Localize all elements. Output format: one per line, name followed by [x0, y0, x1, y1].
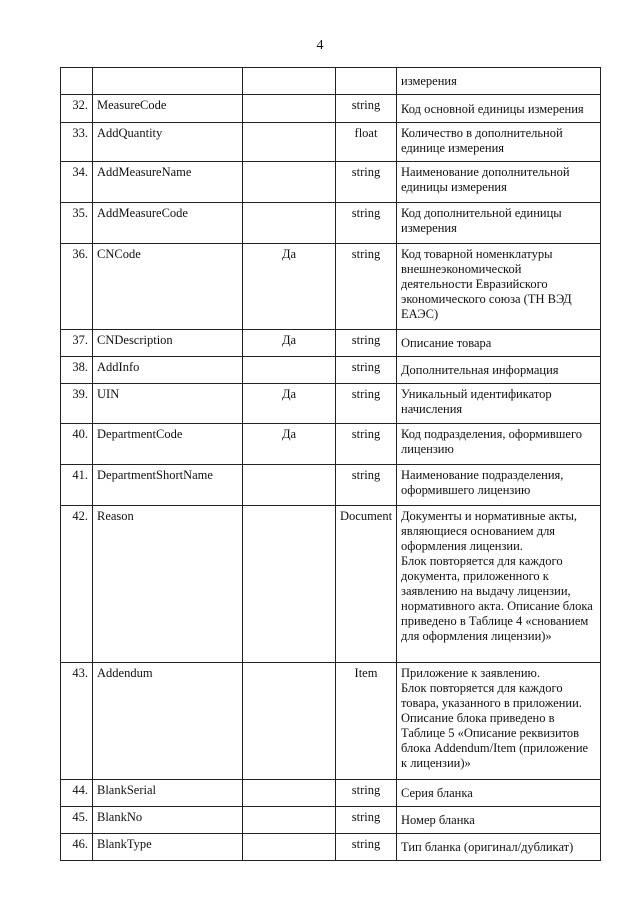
- required-flag: [243, 465, 336, 506]
- description: Код дополнительной единицы измерения: [397, 203, 601, 244]
- description: Документы и нормативные акты, являющиеся основанием для оформления лицензии. Блок повторяется для каждого документа, приложенного к заявлению на выдачу лицензии, нормативного акта. Описание блока приведено в Таблице 4 «снованием для оформления лицензии)»: [397, 506, 601, 663]
- description: Код товарной номенклатуры внешнеэкономической деятельности Евразийского экономического союза (ТН ВЭД ЕАЭС): [397, 244, 601, 330]
- description: Уникальный идентификатор начисления: [397, 384, 601, 424]
- attribute-name: DepartmentCode: [93, 424, 243, 465]
- data-type: Item: [336, 663, 397, 780]
- description: Номер бланка: [397, 807, 601, 834]
- table-row: [61, 780, 601, 807]
- attribute-name: UIN: [93, 384, 243, 424]
- attributes-table-body: [61, 68, 601, 861]
- attribute-name: AddMeasureName: [93, 162, 243, 203]
- description: измерения: [397, 68, 601, 95]
- row-number: 38.: [61, 357, 93, 384]
- table-row: [61, 807, 601, 834]
- required-flag: [243, 506, 336, 663]
- description: Наименование дополнительной единицы измерения: [397, 162, 601, 203]
- data-type: [336, 68, 397, 95]
- data-type: string: [336, 330, 397, 357]
- table-row: [61, 834, 601, 861]
- table-row: [61, 162, 601, 203]
- attribute-name: BlankType: [93, 834, 243, 861]
- row-number: 46.: [61, 834, 93, 861]
- required-flag: [243, 357, 336, 384]
- required-flag: [243, 123, 336, 162]
- attribute-name: DepartmentShortName: [93, 465, 243, 506]
- description: Серия бланка: [397, 780, 601, 807]
- data-type: float: [336, 123, 397, 162]
- row-number: 32.: [61, 95, 93, 123]
- required-flag: Да: [243, 244, 336, 330]
- table-row: [61, 465, 601, 506]
- row-number: 41.: [61, 465, 93, 506]
- data-type: string: [336, 95, 397, 123]
- table-row: [61, 68, 601, 95]
- row-number: 39.: [61, 384, 93, 424]
- row-number: 33.: [61, 123, 93, 162]
- data-type: string: [336, 162, 397, 203]
- attribute-name: Reason: [93, 506, 243, 663]
- attribute-name: BlankNo: [93, 807, 243, 834]
- attribute-name: BlankSerial: [93, 780, 243, 807]
- required-flag: [243, 807, 336, 834]
- description: Тип бланка (оригинал/дубликат): [397, 834, 601, 861]
- table-row: [61, 384, 601, 424]
- data-type: string: [336, 203, 397, 244]
- description: Дополнительная информация: [397, 357, 601, 384]
- data-type: string: [336, 244, 397, 330]
- required-flag: [243, 95, 336, 123]
- data-type: string: [336, 384, 397, 424]
- row-number: 34.: [61, 162, 93, 203]
- description: Наименование подразделения, оформившего лицензию: [397, 465, 601, 506]
- table-row: [61, 506, 601, 663]
- attributes-table: [60, 67, 601, 861]
- table-row: [61, 95, 601, 123]
- row-number: 42.: [61, 506, 93, 663]
- data-type: string: [336, 807, 397, 834]
- table-row: [61, 203, 601, 244]
- attribute-name: AddQuantity: [93, 123, 243, 162]
- row-number: 36.: [61, 244, 93, 330]
- page-number: 4: [316, 38, 324, 53]
- table-row: [61, 424, 601, 465]
- description: Количество в дополнительной единице измерения: [397, 123, 601, 162]
- data-type: string: [336, 780, 397, 807]
- data-type: string: [336, 465, 397, 506]
- attribute-name: CNDescription: [93, 330, 243, 357]
- description: Описание товара: [397, 330, 601, 357]
- required-flag: Да: [243, 330, 336, 357]
- required-flag: Да: [243, 384, 336, 424]
- required-flag: [243, 780, 336, 807]
- row-number: 35.: [61, 203, 93, 244]
- attribute-name: AddMeasureCode: [93, 203, 243, 244]
- table-row: [61, 357, 601, 384]
- table-row: [61, 244, 601, 330]
- attribute-name: AddInfo: [93, 357, 243, 384]
- required-flag: [243, 68, 336, 95]
- table-row: [61, 663, 601, 780]
- required-flag: [243, 834, 336, 861]
- row-number: 44.: [61, 780, 93, 807]
- attribute-name: MeasureCode: [93, 95, 243, 123]
- data-type: string: [336, 424, 397, 465]
- attribute-name: CNCode: [93, 244, 243, 330]
- attribute-name: Addendum: [93, 663, 243, 780]
- row-number: 37.: [61, 330, 93, 357]
- description: Код основной единицы измерения: [397, 95, 601, 123]
- required-flag: Да: [243, 424, 336, 465]
- data-type: string: [336, 357, 397, 384]
- required-flag: [243, 663, 336, 780]
- row-number: 43.: [61, 663, 93, 780]
- data-type: Document: [336, 506, 397, 663]
- table-row: [61, 330, 601, 357]
- row-number: 40.: [61, 424, 93, 465]
- attribute-name: [93, 68, 243, 95]
- description: Код подразделения, оформившего лицензию: [397, 424, 601, 465]
- required-flag: [243, 203, 336, 244]
- row-number: [61, 68, 93, 95]
- data-type: string: [336, 834, 397, 861]
- description: Приложение к заявлению. Блок повторяется для каждого товара, указанного в приложении. Описание блока приведено в Таблице 5 «Описание реквизитов блока Addendum/Item (приложение к лицензии)»: [397, 663, 601, 780]
- row-number: 45.: [61, 807, 93, 834]
- required-flag: [243, 162, 336, 203]
- table-row: [61, 123, 601, 162]
